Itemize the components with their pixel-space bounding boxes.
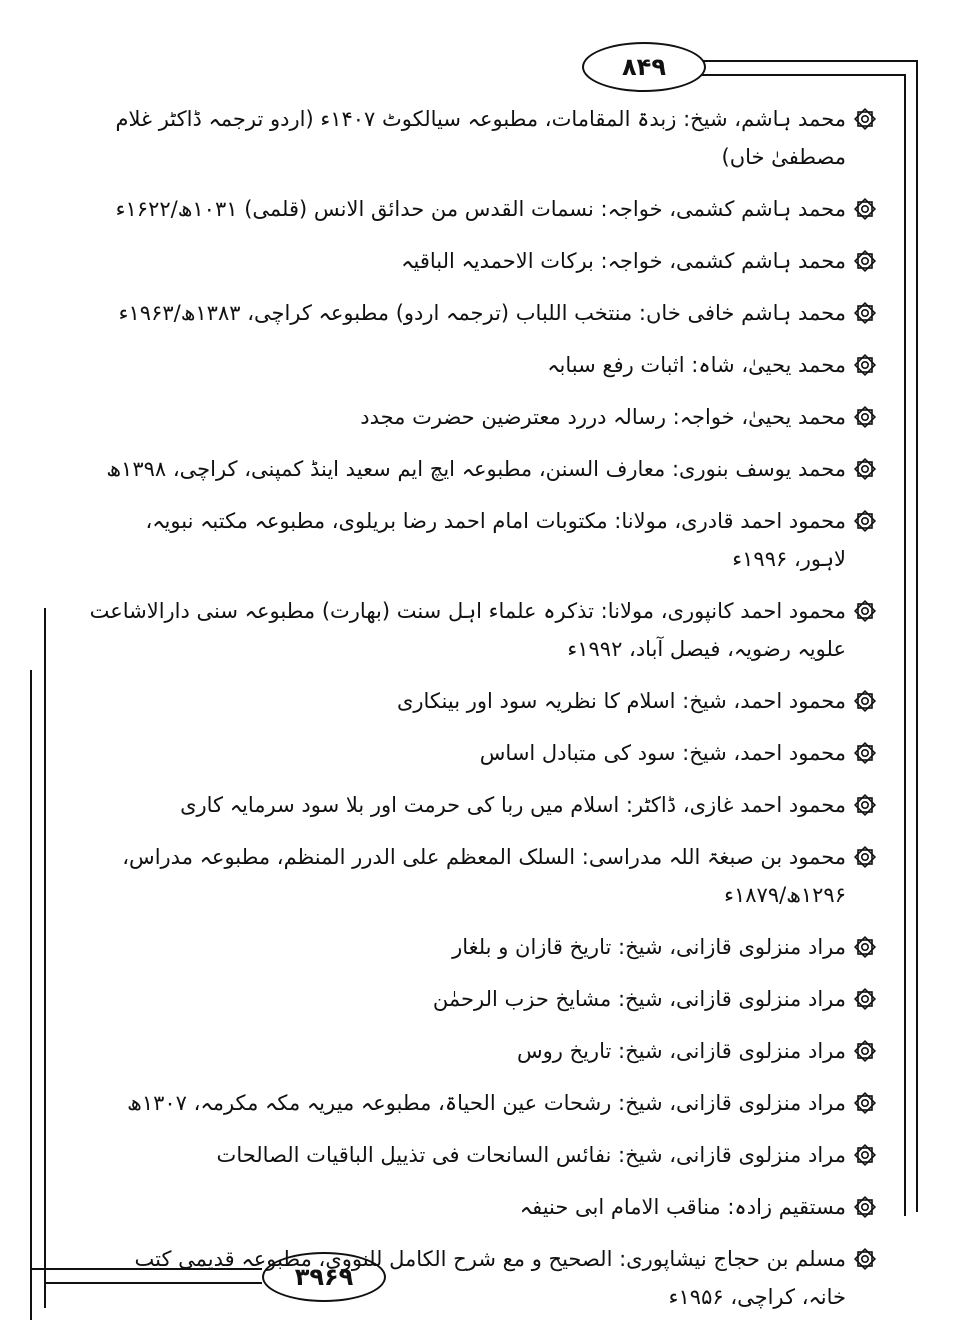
bibliography-entry — [88, 734, 878, 772]
frame-right-inner — [904, 76, 906, 1216]
bibliography-entry — [88, 502, 878, 578]
entry-text: مستقیم زادہ: مناقب الامام ابی حنیفہ — [519, 1195, 846, 1219]
star-bullet-icon — [852, 792, 878, 818]
entry-text: مراد منزلوی قازانی، شیخ: نفائس السانحات فی تذییل الباقیات الصالحات — [216, 1143, 846, 1167]
frame-right-outer — [916, 62, 918, 1212]
top-page-number — [582, 42, 706, 92]
frame-left-inner — [44, 608, 46, 1308]
star-bullet-icon — [852, 934, 878, 960]
star-bullet-icon — [852, 1194, 878, 1220]
entry-text: مراد منزلوی قازانی، شیخ: مشایخ حزب الرحمٰن — [432, 987, 846, 1011]
bibliography-entry — [88, 1032, 878, 1070]
bibliography-entry — [88, 1136, 878, 1174]
star-bullet-icon — [852, 196, 878, 222]
entry-text: مراد منزلوی قازانی، شیخ: رشحات عین الحیاۃ، مطبوعہ میریہ مکہ مکرمہ، ۱۳۰۷ھ — [127, 1091, 846, 1115]
star-bullet-icon — [852, 688, 878, 714]
entry-text: محمود احمد غازی، ڈاکٹر: اسلام میں ربا کی حرمت اور بلا سود سرمایہ کاری — [180, 793, 846, 817]
bibliography-entry — [88, 928, 878, 966]
entry-text: محمود احمد قادری، مولانا: مکتوبات امام احمد رضا بریلوی، مطبوعہ مکتبہ نبویہ، لاہور، ۱۹۹۶ء — [145, 509, 846, 571]
star-bullet-icon — [852, 456, 878, 482]
bottom-page-number-text: ۳۹۶۹ — [294, 1263, 354, 1291]
star-bullet-icon — [852, 844, 878, 870]
star-bullet-icon — [852, 1246, 878, 1272]
top-rule-1 — [702, 60, 918, 62]
bibliography-entry — [88, 980, 878, 1018]
entry-text: محمود احمد، شیخ: اسلام کا نظریہ سود اور بینکاری — [396, 689, 846, 713]
bibliography-entry — [88, 1188, 878, 1226]
bibliography-entry — [88, 786, 878, 824]
entry-text: محمود احمد کانپوری، مولانا: تذکرہ علماء اہل سنت (بھارت) مطبوعہ سنی دارالاشاعت علویہ رضویہ، فیصل آباد، ۱۹۹۲ء — [89, 599, 846, 661]
star-bullet-icon — [852, 508, 878, 534]
bibliography-list — [88, 100, 878, 1330]
entry-text: مسلم بن حجاج نیشاپوری: الصحیح و مع شرح الکامل للنووی، مطبوعہ قدیمی کتب خانہ، کراچی، ۱۹۵۶ء — [134, 1247, 846, 1309]
star-bullet-icon — [852, 352, 878, 378]
star-bullet-icon — [852, 986, 878, 1012]
star-bullet-icon — [852, 106, 878, 132]
bibliography-entry — [88, 450, 878, 488]
top-page-number-text: ۸۴۹ — [622, 53, 666, 81]
bibliography-entry — [88, 190, 878, 228]
entry-text: مراد منزلوی قازانی، شیخ: تاریخ روس — [516, 1039, 846, 1063]
entry-text: محمد ہاشم کشمی، خواجہ: نسمات القدس من حدائق الانس (قلمی) ۱۰۳۱ھ/۱۶۲۲ء — [115, 197, 846, 221]
star-bullet-icon — [852, 404, 878, 430]
star-bullet-icon — [852, 300, 878, 326]
star-bullet-icon — [852, 598, 878, 624]
star-bullet-icon — [852, 248, 878, 274]
bibliography-entry — [88, 838, 878, 914]
bibliography-entry — [88, 1084, 878, 1122]
entry-text: محمد یحییٰ، شاہ: اثبات رفع سبابہ — [547, 353, 846, 377]
bibliography-entry — [88, 294, 878, 332]
top-rule-2 — [702, 74, 906, 76]
star-bullet-icon — [852, 740, 878, 766]
entry-text: محمد ہاشم خافی خاں: منتخب اللباب (ترجمہ اردو) مطبوعہ کراچی، ۱۳۸۳ھ/۱۹۶۳ء — [118, 301, 846, 325]
bibliography-entry — [88, 100, 878, 176]
frame-left-outer — [30, 670, 32, 1320]
entry-text: محمود بن صبغۃ اللہ مدراسی: السلک المعظم علی الدرر المنظم، مطبوعہ مدراس، ۱۲۹۶ھ/۱۸۷۹ء — [122, 845, 846, 907]
bibliography-entry — [88, 398, 878, 436]
entry-text: محمود احمد، شیخ: سود کی متبادل اساس — [479, 741, 846, 765]
bibliography-entry — [88, 682, 878, 720]
bibliography-entry — [88, 1240, 878, 1316]
entry-text: محمد ہاشم، شیخ: زبدۃ المقامات، مطبوعہ سیالکوٹ ۱۴۰۷ء (اردو ترجمہ ڈاکٹر غلام مصطفیٰ خاں) — [115, 107, 846, 169]
star-bullet-icon — [852, 1090, 878, 1116]
entry-text: مراد منزلوی قازانی، شیخ: تاریخ قازان و بلغار — [452, 935, 846, 959]
entry-text: محمد ہاشم کشمی، خواجہ: برکات الاحمدیہ الباقیہ — [401, 249, 846, 273]
entry-text: محمد یوسف بنوری: معارف السنن، مطبوعہ ایچ ایم سعید اینڈ کمپنی، کراچی، ۱۳۹۸ھ — [106, 457, 846, 481]
entry-text: محمد یحییٰ، خواجہ: رسالہ دررد معترضین حضرت مجدد — [360, 405, 846, 429]
bibliography-entry — [88, 242, 878, 280]
bibliography-entry — [88, 592, 878, 668]
star-bullet-icon — [852, 1038, 878, 1064]
bibliography-entry — [88, 346, 878, 384]
star-bullet-icon — [852, 1142, 878, 1168]
